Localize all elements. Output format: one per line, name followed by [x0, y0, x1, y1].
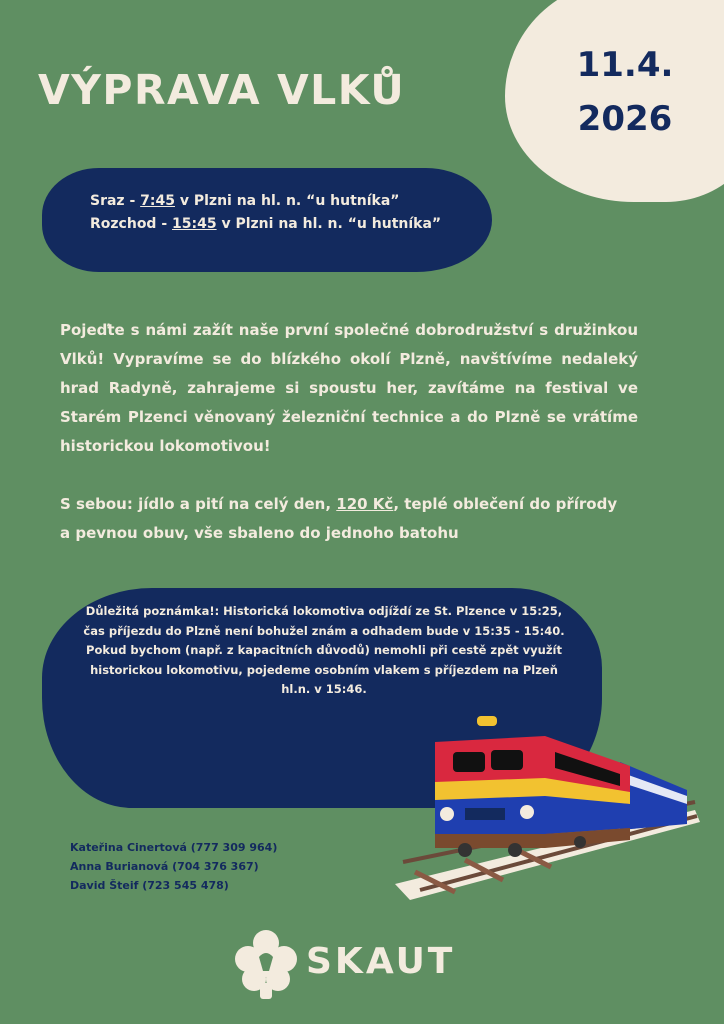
meeting-end-line	[90, 213, 441, 236]
contact-1: Kateřina Cinertová (777 309 964)	[70, 841, 278, 854]
meeting-start-line	[90, 190, 441, 213]
locomotive-illustration	[395, 712, 700, 902]
meeting-end-time: 15:45	[172, 216, 217, 232]
meeting-end-place: v Plzni na hl. n. “u hutníka”	[216, 216, 442, 232]
skaut-logo-text: SKAUT	[306, 941, 456, 982]
meeting-end-label: Rozchod -	[90, 216, 173, 232]
meeting-start-time: 7:45	[140, 193, 175, 209]
meeting-start-place: v Plzni na hl. n. “u hutníka”	[174, 193, 400, 209]
meeting-start-label: Sraz -	[90, 193, 141, 209]
intro-paragraph: Pojeďte s námi zažít naše první společné dobrodružství s družinkou Vlků! Vypravíme se do blízkého okolí Plzně, navštívíme nedaleký hrad Radyně, zahrajeme si spoustu her, zavítáme na festival ve Starém Plzenci věnovaný železniční technice a do Plzně se vrátíme historickou lokomotivou!	[60, 321, 638, 455]
meeting-info	[90, 190, 441, 236]
event-date-year: 2026	[577, 99, 673, 139]
skaut-logo	[234, 927, 474, 1001]
event-date-day: 11.4.	[576, 45, 674, 85]
packing-prefix: S sebou: jídlo a pití na celý den,	[60, 495, 337, 513]
packing-list	[60, 490, 620, 548]
page-title: VÝPRAVA VLKŮ	[38, 66, 406, 114]
price: 120 Kč	[336, 495, 394, 513]
contact-2: Anna Burianová (704 376 367)	[70, 860, 259, 873]
important-note: Důležitá poznámka!: Historická lokomotiva odjíždí ze St. Plzence v 15:25, čas příjezdu do Plzně není bohužel znám a odhadem bude v 15:35 - 15:40. Pokud bychom (např. z kapacitních důvodů) nemohli při cestě zpět využít historickou lokomotivu, pojedeme osobním vlakem s příjezdem na Plzeň hl.n. v 15:46.	[83, 604, 565, 696]
contact-3: David Šteif (723 545 478)	[70, 879, 229, 892]
contacts	[70, 838, 277, 895]
event-date	[560, 38, 690, 146]
scout-lily-icon	[234, 927, 298, 1001]
packing-suffix: , teplé oblečení do přírody a pevnou obuv, vše sbaleno do jednoho batohu	[60, 495, 618, 542]
